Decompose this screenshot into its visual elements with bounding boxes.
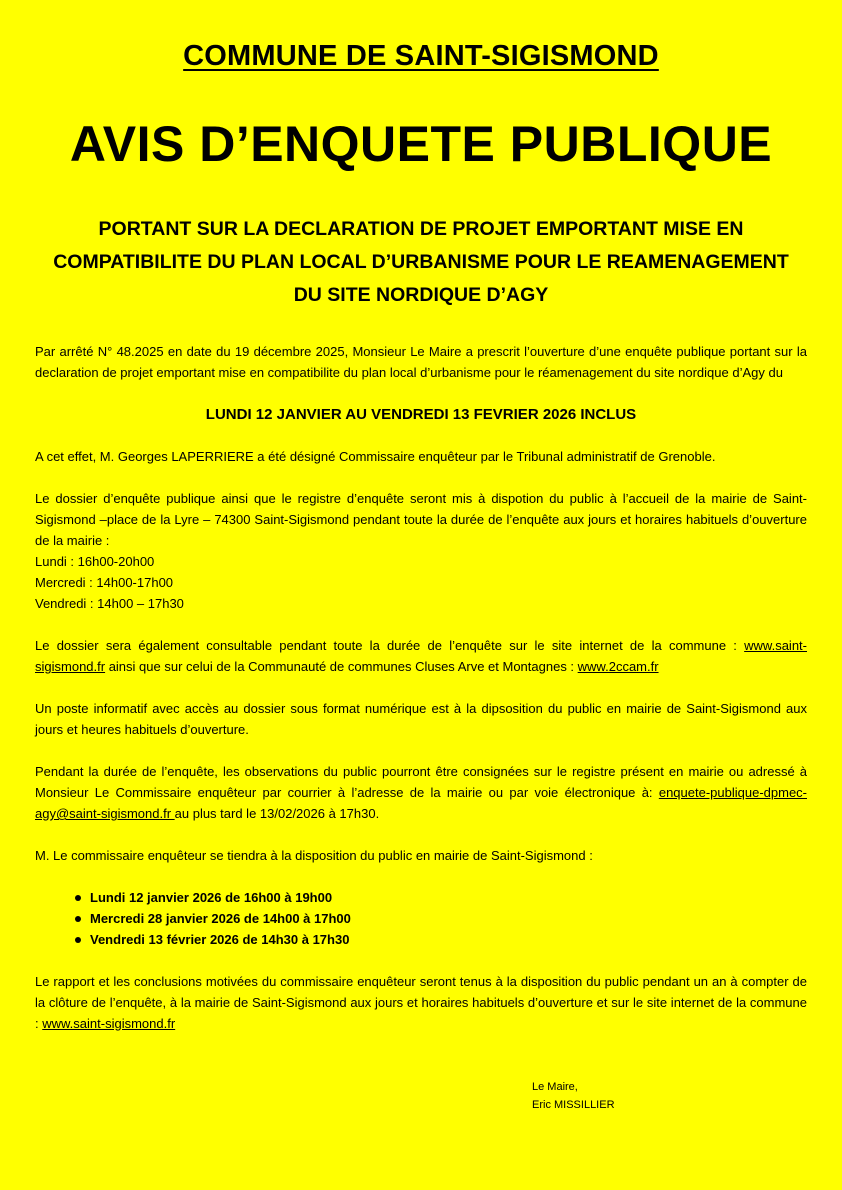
notice-subtitle xyxy=(35,213,807,312)
subtitle-line: PORTANT SUR LA DECLARATION DE PROJET EMPORTANT MISE EN xyxy=(98,218,744,240)
commune-heading: COMMUNE DE SAINT-SIGISMOND xyxy=(183,40,659,72)
subtitle-line: COMPATIBILITE DU PLAN LOCAL D’URBANISME POUR LE REAMENAGEMENT xyxy=(53,251,789,273)
opening-hours xyxy=(35,551,807,614)
hours-line: Vendredi : 14h00 – 17h30 xyxy=(35,596,184,611)
notice-title: AVIS D’ENQUETE PUBLIQUE xyxy=(69,116,773,172)
permanence-text: Mercredi 28 janvier 2026 de 14h00 à 17h00 xyxy=(90,911,351,926)
observations-text: au plus tard le 13/02/2026 à 17h30. xyxy=(174,806,380,821)
intro-paragraph: Par arrêté N° 48.2025 en date du 19 décembre 2025, Monsieur Le Maire a prescrit l’ouverture d’une enquête publique portant sur la declaration de projet emportant mise en compatibilite du plan local d’urbanisme pour le réamenagement du site nordique d’Agy du xyxy=(35,344,807,380)
subtitle-line: DU SITE NORDIQUE D’AGY xyxy=(293,284,549,306)
signature-block xyxy=(532,1078,615,1114)
hours-line: Lundi : 16h00-20h00 xyxy=(35,554,155,569)
signature-name: Eric MISSILLIER xyxy=(532,1099,615,1111)
bullet-icon xyxy=(75,937,81,943)
notice-page xyxy=(35,40,807,1034)
permanence-text: Vendredi 13 février 2026 de 14h30 à 17h30 xyxy=(90,932,350,947)
online-text: Le dossier sera également consultable pendant toute la durée de l’enquête sur le site internet de la commune : xyxy=(35,638,745,653)
poste-paragraph: Un poste informatif avec accès au dossier sous format numérique est à la dipsosition du public en mairie de Saint-Sigismond aux jours et heures habituels d’ouverture. xyxy=(35,701,807,737)
bullet-icon xyxy=(75,895,81,901)
bullet-icon xyxy=(75,916,81,922)
ccam-website-link[interactable]: www.2ccam.fr xyxy=(577,659,659,674)
rapport-text: Le rapport et les conclusions motivées du commissaire enquêteur seront tenus à la disposition du public pendant un an à compter de la clôture de l’enquête, à la mairie de Saint-Sigismond aux jours et horaires habituels d’ouverture et sur le site internet de la commune : xyxy=(35,974,807,1031)
permanences-intro: M. Le commissaire enquêteur se tiendra à la disposition du public en mairie de Saint-Sigismond : xyxy=(35,848,593,863)
inquiry-email-link[interactable]: enquete-publique-dpmec-agy@saint-sigismond.fr xyxy=(35,785,807,821)
observations-paragraph xyxy=(35,761,807,824)
permanence-text: Lundi 12 janvier 2026 de 16h00 à 19h00 xyxy=(90,890,333,905)
observations-text: Pendant la durée de l’enquête, les observations du public pourront être consignées sur le registre présent en mairie ou adressé à Monsieur Le Commissaire enquêteur par courrier à l’adresse de la mairie ou par voie électronique à: xyxy=(35,764,807,800)
permanences-list xyxy=(75,887,807,950)
rapport-paragraph xyxy=(35,971,807,1034)
online-paragraph xyxy=(35,635,807,677)
list-item xyxy=(75,887,807,908)
dossier-paragraph: Le dossier d’enquête publique ainsi que le registre d’enquête seront mis à dispotion du public à l’accueil de la mairie de Saint-Sigismond –place de la Lyre – 74300 Saint-Sigismond pendant toute la durée de l’enquête aux jours et horaires habituels d’ouverture de la mairie : xyxy=(35,491,807,548)
signature-role: Le Maire, xyxy=(532,1081,578,1093)
hours-line: Mercredi : 14h00-17h00 xyxy=(35,575,174,590)
list-item xyxy=(75,908,807,929)
online-text: ainsi que sur celui de la Communauté de communes Cluses Arve et Montagnes : xyxy=(105,659,578,674)
commune-website-link[interactable]: www.saint-sigismond.fr xyxy=(42,1016,176,1031)
list-item xyxy=(75,929,807,950)
inquiry-dates: LUNDI 12 JANVIER AU VENDREDI 13 FEVRIER 2026 INCLUS xyxy=(205,406,637,423)
commune-website-link[interactable]: www.saint-sigismond.fr xyxy=(35,638,807,674)
commissaire-paragraph: A cet effet, M. Georges LAPERRIERE a été désigné Commissaire enquêteur par le Tribunal administratif de Grenoble. xyxy=(35,449,716,464)
